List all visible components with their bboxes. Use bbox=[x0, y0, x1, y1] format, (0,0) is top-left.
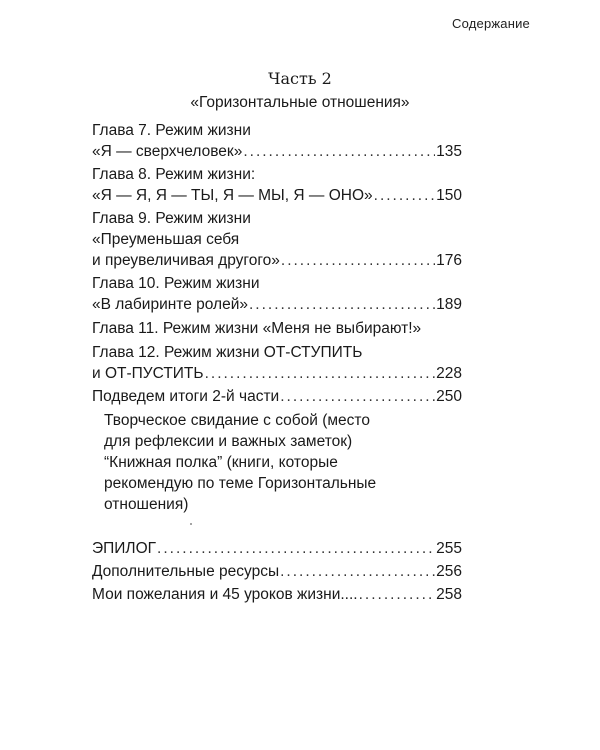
page-number: 256 bbox=[436, 563, 462, 580]
toc-entry-summary[interactable] bbox=[92, 386, 462, 407]
page-number: 135 bbox=[436, 143, 462, 160]
part-heading: Часть 2 bbox=[268, 69, 332, 88]
dot-leader bbox=[205, 363, 436, 384]
toc-entry-ch8-title[interactable]: Глава 8. Режим жизни: bbox=[92, 166, 256, 183]
toc-entry-text: «Я — Я, Я — ТЫ, Я — МЫ, Я — ОНО» bbox=[92, 187, 373, 204]
toc-entry-ch9-subtitle[interactable]: «Преуменьшая себя bbox=[92, 231, 240, 248]
page-number: 176 bbox=[436, 252, 462, 269]
running-header: Содержание bbox=[452, 16, 530, 31]
toc-entry-text: «В лабиринте ролей» bbox=[92, 296, 248, 313]
page-number: 255 bbox=[436, 540, 462, 557]
toc-entry-ch7[interactable] bbox=[92, 141, 462, 162]
toc-entry-ch8[interactable] bbox=[92, 185, 462, 206]
note-line: отношения) bbox=[104, 496, 189, 513]
part-subtitle: «Горизонтальные отношения» bbox=[190, 94, 410, 111]
toc-entry-ch7-title[interactable]: Глава 7. Режим жизни bbox=[92, 122, 251, 139]
dot-leader bbox=[374, 185, 435, 206]
page-number: 189 bbox=[436, 296, 462, 313]
toc-entry-resources[interactable] bbox=[92, 561, 462, 582]
toc-entry-epilogue[interactable] bbox=[92, 538, 462, 559]
note-line: Творческое свидание с собой (место bbox=[104, 412, 370, 429]
toc-entry-text: и ОТ-ПУСТИТЬ bbox=[92, 365, 204, 382]
dot-leader bbox=[157, 538, 435, 559]
note-line: “Книжная полка” (книги, которые bbox=[104, 454, 338, 471]
toc-entry-ch12-title[interactable]: Глава 12. Режим жизни ОТ-СТУПИТЬ bbox=[92, 344, 363, 361]
note-line: рекомендую по теме Горизонтальные bbox=[104, 475, 377, 492]
page-number: 228 bbox=[436, 365, 462, 382]
dot-leader bbox=[281, 250, 435, 271]
dot-leader bbox=[359, 584, 436, 605]
toc-entry-text: и преувеличивая другого» bbox=[92, 252, 280, 269]
toc-entry-ch11[interactable]: Глава 11. Режим жизни «Меня не выбирают!» bbox=[92, 320, 422, 337]
toc-entry-text: Мои пожелания и 45 уроков жизни.... bbox=[92, 586, 358, 603]
toc-entry-ch10-title[interactable]: Глава 10. Режим жизни bbox=[92, 275, 260, 292]
toc-entry-text: ЭПИЛОГ bbox=[92, 540, 157, 557]
dot-leader bbox=[249, 294, 435, 315]
toc-entry-ch10[interactable] bbox=[92, 294, 462, 315]
dot-leader bbox=[243, 141, 435, 162]
dot-leader bbox=[280, 386, 435, 407]
page-number: 250 bbox=[436, 388, 462, 405]
page-number: 258 bbox=[436, 586, 462, 603]
toc-entry-ch9[interactable] bbox=[92, 250, 462, 271]
print-speck bbox=[190, 523, 192, 525]
dot-leader bbox=[280, 561, 435, 582]
toc-entry-text: «Я — сверхчеловек» bbox=[92, 143, 243, 160]
page-number: 150 bbox=[436, 187, 462, 204]
toc-entry-text: Подведем итоги 2-й части bbox=[92, 388, 280, 405]
toc-entry-wishes[interactable] bbox=[92, 584, 462, 605]
note-line: для рефлексии и важных заметок) bbox=[104, 433, 353, 450]
toc-entry-text: Дополнительные ресурсы bbox=[92, 563, 280, 580]
toc-entry-ch9-title[interactable]: Глава 9. Режим жизни bbox=[92, 210, 251, 227]
toc-entry-ch12[interactable] bbox=[92, 363, 462, 384]
